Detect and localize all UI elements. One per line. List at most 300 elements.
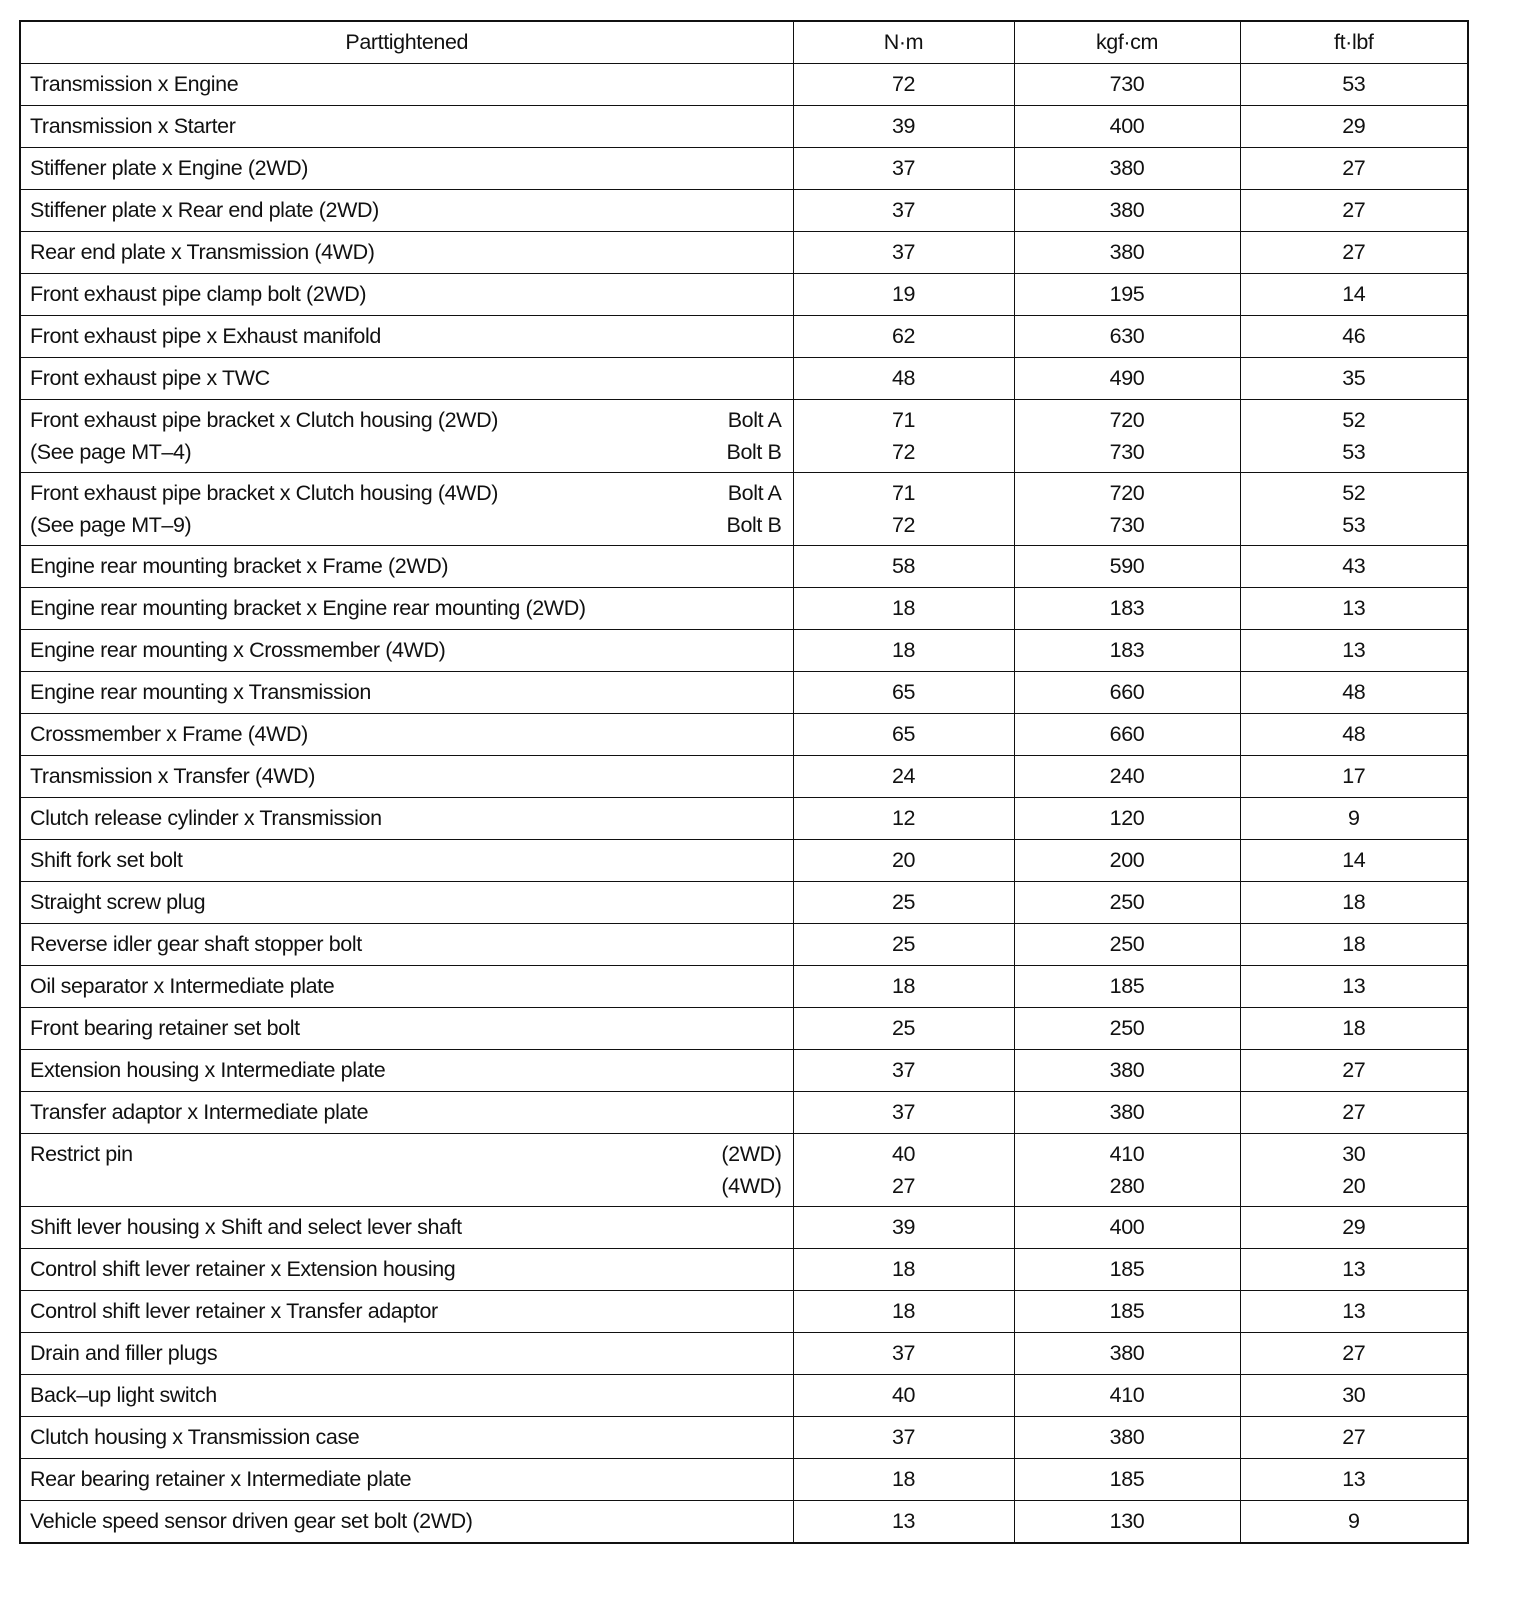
kgf-value: 280 xyxy=(1109,1174,1145,1198)
part-line xyxy=(30,1463,782,1496)
kgf-value: 380 xyxy=(1109,198,1145,222)
part-line xyxy=(30,844,782,877)
ft-value: 53 xyxy=(1342,513,1366,537)
kgf-value: 590 xyxy=(1109,554,1145,578)
part-name: Front exhaust pipe clamp bolt (2WD) xyxy=(30,282,367,306)
part-name: Front bearing retainer set bolt xyxy=(30,1016,300,1040)
header-row xyxy=(20,21,1468,64)
nm-cell xyxy=(793,630,1014,672)
ft-cell xyxy=(1240,756,1468,798)
ft-value: 18 xyxy=(1342,890,1366,914)
kgf-value: 410 xyxy=(1109,1142,1145,1166)
part-line xyxy=(30,718,782,751)
part-line xyxy=(30,236,782,269)
nm-cell xyxy=(793,400,1014,473)
part-cell xyxy=(20,106,793,148)
kgf-value: 250 xyxy=(1109,1016,1145,1040)
kgf-cell xyxy=(1014,1417,1240,1459)
part-name: Engine rear mounting bracket x Frame (2WD) xyxy=(30,554,449,578)
part-line xyxy=(30,1421,782,1454)
kgf-cell xyxy=(1014,1249,1240,1291)
kgf-cell xyxy=(1014,714,1240,756)
kgf-cell xyxy=(1014,190,1240,232)
table-row xyxy=(20,1501,1468,1544)
ft-value: 48 xyxy=(1342,680,1366,704)
table-row xyxy=(20,588,1468,630)
ft-value: 13 xyxy=(1342,1257,1366,1281)
ft-value: 52 xyxy=(1342,481,1366,505)
nm-cell xyxy=(793,64,1014,106)
part-line xyxy=(30,1211,782,1244)
nm-cell xyxy=(793,473,1014,546)
nm-value: 72 xyxy=(891,440,916,464)
table-row xyxy=(20,966,1468,1008)
part-name: Shift fork set bolt xyxy=(30,848,183,872)
part-line xyxy=(30,550,782,583)
part-name: Front exhaust pipe x TWC xyxy=(30,366,270,390)
nm-value: 13 xyxy=(891,1509,916,1533)
kgf-cell xyxy=(1014,274,1240,316)
table-row xyxy=(20,190,1468,232)
table-row xyxy=(20,672,1468,714)
nm-value: 25 xyxy=(891,932,916,956)
kgf-value: 730 xyxy=(1109,440,1145,464)
ft-cell xyxy=(1240,1291,1468,1333)
nm-cell xyxy=(793,588,1014,630)
part-name: Transmission x Starter xyxy=(30,114,236,138)
ft-cell xyxy=(1240,1417,1468,1459)
part-name: Transfer adaptor x Intermediate plate xyxy=(30,1100,369,1124)
ft-value: 9 xyxy=(1347,806,1360,830)
part-name: Extension housing x Intermediate plate xyxy=(30,1058,386,1082)
part-cell xyxy=(20,1501,793,1544)
part-note: Bolt B xyxy=(726,513,782,537)
table-row xyxy=(20,882,1468,924)
kgf-value: 380 xyxy=(1109,1341,1145,1365)
ft-cell xyxy=(1240,840,1468,882)
table-row xyxy=(20,473,1468,546)
nm-value: 40 xyxy=(891,1383,916,1407)
part-name: Crossmember x Frame (4WD) xyxy=(30,722,308,746)
kgf-cell xyxy=(1014,1291,1240,1333)
nm-cell xyxy=(793,1501,1014,1544)
nm-value: 40 xyxy=(891,1142,916,1166)
kgf-value: 380 xyxy=(1109,1425,1145,1449)
ft-cell xyxy=(1240,473,1468,546)
ft-cell xyxy=(1240,106,1468,148)
part-name: Clutch release cylinder x Transmission xyxy=(30,806,382,830)
ft-value: 13 xyxy=(1342,974,1366,998)
table-row xyxy=(20,316,1468,358)
nm-cell xyxy=(793,1050,1014,1092)
ft-cell xyxy=(1240,1008,1468,1050)
table-row xyxy=(20,148,1468,190)
table-row xyxy=(20,1291,1468,1333)
nm-value: 24 xyxy=(891,764,916,788)
ft-cell xyxy=(1240,1375,1468,1417)
part-line xyxy=(30,1337,782,1370)
ft-value: 48 xyxy=(1342,722,1366,746)
nm-cell xyxy=(793,882,1014,924)
part-line xyxy=(30,320,782,353)
part-line xyxy=(30,110,782,143)
nm-cell xyxy=(793,1008,1014,1050)
kgf-cell xyxy=(1014,966,1240,1008)
part-name: Transmission x Engine xyxy=(30,72,239,96)
part-name: Rear bearing retainer x Intermediate plate xyxy=(30,1467,412,1491)
part-cell xyxy=(20,1008,793,1050)
nm-cell xyxy=(793,1249,1014,1291)
kgf-value: 660 xyxy=(1109,680,1145,704)
part-note: (2WD) xyxy=(721,1142,782,1166)
part-cell xyxy=(20,546,793,588)
nm-value: 65 xyxy=(891,722,916,746)
header-ft-lbf: ft·lbf xyxy=(1240,21,1468,64)
ft-value: 35 xyxy=(1342,366,1366,390)
nm-cell xyxy=(793,924,1014,966)
part-name: Engine rear mounting bracket x Engine rear mounting (2WD) xyxy=(30,596,586,620)
part-line xyxy=(30,1253,782,1286)
nm-value: 25 xyxy=(891,1016,916,1040)
nm-value: 65 xyxy=(891,680,916,704)
kgf-cell xyxy=(1014,1134,1240,1207)
nm-cell xyxy=(793,1207,1014,1249)
ft-cell xyxy=(1240,232,1468,274)
part-note: Bolt B xyxy=(726,440,782,464)
part-line xyxy=(30,1170,782,1202)
kgf-value: 730 xyxy=(1109,513,1145,537)
header-newton-meter: N·m xyxy=(793,21,1014,64)
kgf-value: 183 xyxy=(1109,596,1145,620)
nm-value: 37 xyxy=(891,1341,916,1365)
ft-value: 27 xyxy=(1342,1100,1366,1124)
nm-cell xyxy=(793,358,1014,400)
part-cell xyxy=(20,630,793,672)
part-cell xyxy=(20,274,793,316)
part-cell xyxy=(20,1092,793,1134)
nm-value: 72 xyxy=(891,513,916,537)
nm-value: 39 xyxy=(891,1215,916,1239)
nm-cell xyxy=(793,1291,1014,1333)
part-line xyxy=(30,592,782,625)
table-row xyxy=(20,358,1468,400)
ft-cell xyxy=(1240,966,1468,1008)
part-line xyxy=(30,634,782,667)
ft-cell xyxy=(1240,358,1468,400)
part-cell xyxy=(20,924,793,966)
kgf-cell xyxy=(1014,1008,1240,1050)
ft-value: 29 xyxy=(1342,1215,1366,1239)
kgf-cell xyxy=(1014,798,1240,840)
table-row xyxy=(20,1050,1468,1092)
nm-value: 20 xyxy=(891,848,916,872)
kgf-value: 195 xyxy=(1109,282,1145,306)
kgf-cell xyxy=(1014,672,1240,714)
kgf-cell xyxy=(1014,358,1240,400)
kgf-value: 183 xyxy=(1109,638,1145,662)
nm-value: 37 xyxy=(891,1100,916,1124)
ft-cell xyxy=(1240,924,1468,966)
kgf-cell xyxy=(1014,546,1240,588)
ft-value: 17 xyxy=(1342,764,1366,788)
ft-value: 13 xyxy=(1342,596,1366,620)
part-name: Vehicle speed sensor driven gear set bolt (2WD) xyxy=(30,1509,473,1533)
part-line xyxy=(30,278,782,311)
part-cell xyxy=(20,672,793,714)
part-name: Reverse idler gear shaft stopper bolt xyxy=(30,932,362,956)
nm-cell xyxy=(793,148,1014,190)
ft-value: 53 xyxy=(1342,440,1366,464)
table-row xyxy=(20,840,1468,882)
ft-cell xyxy=(1240,714,1468,756)
table-body xyxy=(20,64,1468,1544)
table-row xyxy=(20,1249,1468,1291)
ft-value: 27 xyxy=(1342,1425,1366,1449)
table-row xyxy=(20,756,1468,798)
ft-value: 46 xyxy=(1342,324,1366,348)
ft-cell xyxy=(1240,400,1468,473)
part-name: (See page MT–9) xyxy=(30,513,192,537)
part-cell xyxy=(20,190,793,232)
kgf-value: 185 xyxy=(1109,974,1145,998)
nm-cell xyxy=(793,1417,1014,1459)
kgf-cell xyxy=(1014,148,1240,190)
kgf-value: 185 xyxy=(1109,1299,1145,1323)
table-row xyxy=(20,1417,1468,1459)
part-cell xyxy=(20,882,793,924)
part-cell xyxy=(20,1417,793,1459)
nm-cell xyxy=(793,1092,1014,1134)
part-line xyxy=(30,1379,782,1412)
part-line xyxy=(30,886,782,919)
nm-cell xyxy=(793,190,1014,232)
part-name: Stiffener plate x Engine (2WD) xyxy=(30,156,308,180)
part-line xyxy=(30,509,782,541)
table-row xyxy=(20,1134,1468,1207)
part-line xyxy=(30,477,782,509)
nm-cell xyxy=(793,966,1014,1008)
ft-cell xyxy=(1240,316,1468,358)
part-cell xyxy=(20,316,793,358)
nm-cell xyxy=(793,756,1014,798)
part-line xyxy=(30,1096,782,1129)
ft-cell xyxy=(1240,274,1468,316)
part-cell xyxy=(20,232,793,274)
kgf-cell xyxy=(1014,1459,1240,1501)
kgf-cell xyxy=(1014,630,1240,672)
ft-cell xyxy=(1240,630,1468,672)
part-cell xyxy=(20,1207,793,1249)
table-row xyxy=(20,714,1468,756)
kgf-value: 185 xyxy=(1109,1467,1145,1491)
kgf-value: 185 xyxy=(1109,1257,1145,1281)
part-cell xyxy=(20,1291,793,1333)
nm-value: 72 xyxy=(891,72,916,96)
part-cell xyxy=(20,358,793,400)
ft-value: 13 xyxy=(1342,1467,1366,1491)
part-name: Front exhaust pipe bracket x Clutch housing (2WD) xyxy=(30,408,498,432)
ft-value: 52 xyxy=(1342,408,1366,432)
ft-cell xyxy=(1240,1501,1468,1544)
part-line xyxy=(30,436,782,468)
nm-cell xyxy=(793,546,1014,588)
kgf-value: 200 xyxy=(1109,848,1145,872)
nm-value: 37 xyxy=(891,240,916,264)
nm-cell xyxy=(793,798,1014,840)
nm-value: 62 xyxy=(891,324,916,348)
ft-cell xyxy=(1240,546,1468,588)
nm-value: 37 xyxy=(891,1425,916,1449)
ft-value: 27 xyxy=(1342,156,1366,180)
part-name: Engine rear mounting x Transmission xyxy=(30,680,371,704)
ft-cell xyxy=(1240,1050,1468,1092)
kgf-value: 400 xyxy=(1109,114,1145,138)
ft-value: 9 xyxy=(1347,1509,1360,1533)
ft-cell xyxy=(1240,148,1468,190)
part-name: Control shift lever retainer x Extension housing xyxy=(30,1257,456,1281)
nm-value: 12 xyxy=(891,806,916,830)
nm-cell xyxy=(793,316,1014,358)
kgf-cell xyxy=(1014,1333,1240,1375)
nm-value: 18 xyxy=(891,974,916,998)
table-row xyxy=(20,1375,1468,1417)
nm-value: 71 xyxy=(891,481,916,505)
ft-value: 18 xyxy=(1342,932,1366,956)
part-name: Oil separator x Intermediate plate xyxy=(30,974,335,998)
nm-cell xyxy=(793,1459,1014,1501)
ft-value: 27 xyxy=(1342,1058,1366,1082)
ft-cell xyxy=(1240,1134,1468,1207)
kgf-value: 380 xyxy=(1109,1100,1145,1124)
kgf-value: 720 xyxy=(1109,481,1145,505)
part-line xyxy=(30,676,782,709)
kgf-value: 630 xyxy=(1109,324,1145,348)
nm-value: 48 xyxy=(891,366,916,390)
ft-cell xyxy=(1240,1459,1468,1501)
nm-cell xyxy=(793,1375,1014,1417)
part-cell xyxy=(20,756,793,798)
part-line xyxy=(30,970,782,1003)
part-line xyxy=(30,68,782,101)
kgf-cell xyxy=(1014,1207,1240,1249)
table-row xyxy=(20,798,1468,840)
nm-value: 37 xyxy=(891,156,916,180)
nm-value: 39 xyxy=(891,114,916,138)
kgf-value: 240 xyxy=(1109,764,1145,788)
kgf-cell xyxy=(1014,1050,1240,1092)
part-line xyxy=(30,1012,782,1045)
kgf-value: 130 xyxy=(1109,1509,1145,1533)
part-cell xyxy=(20,1050,793,1092)
torque-specification-table xyxy=(19,20,1469,1544)
ft-value: 14 xyxy=(1342,282,1366,306)
ft-value: 30 xyxy=(1342,1142,1366,1166)
kgf-cell xyxy=(1014,840,1240,882)
nm-value: 18 xyxy=(891,1257,916,1281)
ft-value: 27 xyxy=(1342,198,1366,222)
part-cell xyxy=(20,714,793,756)
nm-cell xyxy=(793,1134,1014,1207)
kgf-cell xyxy=(1014,1501,1240,1544)
table-row xyxy=(20,1333,1468,1375)
part-cell xyxy=(20,1459,793,1501)
part-name: Shift lever housing x Shift and select lever shaft xyxy=(30,1215,462,1239)
nm-value: 27 xyxy=(891,1174,916,1198)
table-row xyxy=(20,106,1468,148)
nm-value: 19 xyxy=(891,282,916,306)
kgf-cell xyxy=(1014,924,1240,966)
nm-value: 71 xyxy=(891,408,916,432)
part-name: Control shift lever retainer x Transfer adaptor xyxy=(30,1299,438,1323)
part-cell xyxy=(20,798,793,840)
ft-cell xyxy=(1240,672,1468,714)
table-row xyxy=(20,1008,1468,1050)
kgf-value: 400 xyxy=(1109,1215,1145,1239)
nm-value: 25 xyxy=(891,890,916,914)
part-note: Bolt A xyxy=(727,408,782,432)
part-cell xyxy=(20,400,793,473)
part-cell xyxy=(20,966,793,1008)
table-row xyxy=(20,630,1468,672)
part-name: Rear end plate x Transmission (4WD) xyxy=(30,240,375,264)
kgf-cell xyxy=(1014,106,1240,148)
part-name: Straight screw plug xyxy=(30,890,206,914)
part-cell xyxy=(20,1333,793,1375)
kgf-value: 380 xyxy=(1109,156,1145,180)
part-name: Front exhaust pipe bracket x Clutch housing (4WD) xyxy=(30,481,498,505)
ft-value: 13 xyxy=(1342,1299,1366,1323)
ft-cell xyxy=(1240,1249,1468,1291)
kgf-value: 660 xyxy=(1109,722,1145,746)
ft-cell xyxy=(1240,1207,1468,1249)
nm-value: 37 xyxy=(891,1058,916,1082)
part-cell xyxy=(20,588,793,630)
kgf-value: 410 xyxy=(1109,1383,1145,1407)
part-name: Drain and filler plugs xyxy=(30,1341,218,1365)
nm-value: 58 xyxy=(891,554,916,578)
kgf-cell xyxy=(1014,1092,1240,1134)
ft-value: 27 xyxy=(1342,240,1366,264)
part-name: Engine rear mounting x Crossmember (4WD) xyxy=(30,638,446,662)
part-cell xyxy=(20,1375,793,1417)
kgf-value: 250 xyxy=(1109,932,1145,956)
header-part-tightened: Parttightened xyxy=(20,21,793,64)
part-cell xyxy=(20,840,793,882)
header-kgf-cm: kgf·cm xyxy=(1014,21,1240,64)
ft-value: 43 xyxy=(1342,554,1366,578)
kgf-value: 490 xyxy=(1109,366,1145,390)
part-name: (See page MT–4) xyxy=(30,440,192,464)
table-row xyxy=(20,400,1468,473)
kgf-value: 120 xyxy=(1109,806,1145,830)
kgf-cell xyxy=(1014,882,1240,924)
kgf-value: 720 xyxy=(1109,408,1145,432)
kgf-cell xyxy=(1014,473,1240,546)
part-line xyxy=(30,1054,782,1087)
nm-cell xyxy=(793,232,1014,274)
part-line xyxy=(30,194,782,227)
part-name: Clutch housing x Transmission case xyxy=(30,1425,360,1449)
part-line xyxy=(30,802,782,835)
ft-cell xyxy=(1240,1333,1468,1375)
ft-value: 14 xyxy=(1342,848,1366,872)
part-line xyxy=(30,1295,782,1328)
kgf-cell xyxy=(1014,588,1240,630)
part-line xyxy=(30,404,782,436)
kgf-cell xyxy=(1014,316,1240,358)
table-row xyxy=(20,1207,1468,1249)
nm-cell xyxy=(793,106,1014,148)
